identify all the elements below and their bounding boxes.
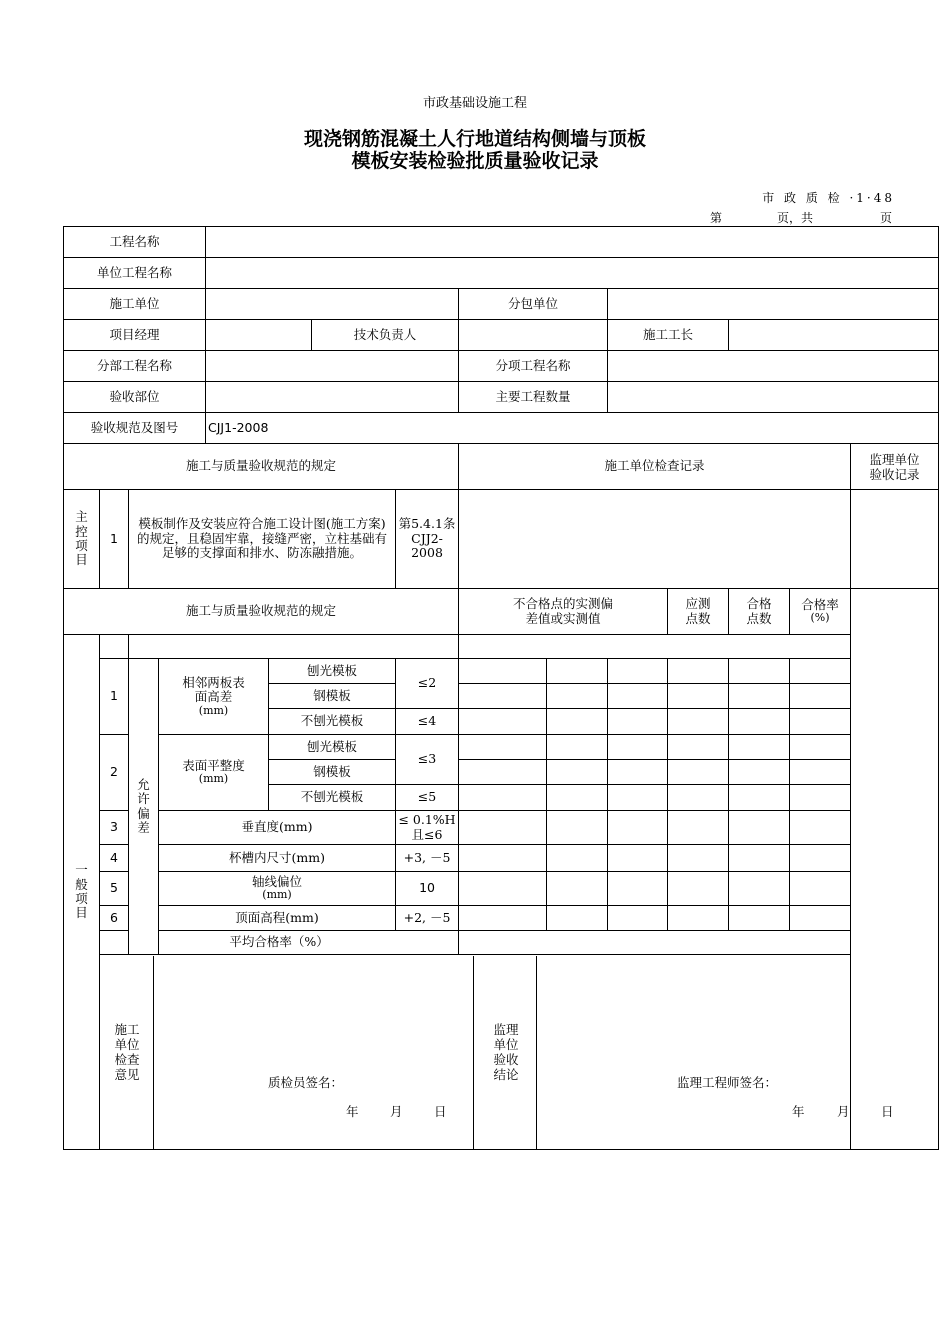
row-section-header [64,444,939,490]
item1-value1: ≤2 [396,659,459,709]
supervisor-date-year: 年 [792,1103,805,1119]
item5-value: 10 [396,872,459,906]
row-item1-a [64,659,939,684]
item1-sub1: 刨光模板 [269,659,396,684]
construction-unit-label: 施工单位 [64,289,206,320]
main-quantity-label: 主要工程数量 [459,382,608,413]
item1-sub2: 钢模板 [269,684,396,709]
item4-value: +3, －5 [396,845,459,872]
construction-unit-value[interactable] [206,289,459,320]
item3-name: 垂直度(mm) [159,811,396,845]
item1-value2: ≤4 [396,709,459,735]
row-item4 [64,845,939,872]
item2-value1: ≤3 [396,735,459,785]
pass-rate-header: 合格率 (%) [790,589,851,635]
item1-sub3: 不刨光模板 [269,709,396,735]
supervisor-date-day: 日 [881,1103,894,1119]
row-unit-project [64,258,939,289]
general-items-label: 一般项目 [64,635,100,1150]
page-ye: 页 [880,211,893,225]
item5-name: 轴线偏位 (mm) [159,872,396,906]
project-name-value[interactable] [206,227,939,258]
main-quantity-value[interactable] [608,382,939,413]
unit-project-name-label: 单位工程名称 [64,258,206,289]
item2-sub3: 不刨光模板 [269,785,396,811]
spec-value[interactable]: CJJ1-2008 [206,413,939,444]
item6-name: 顶面高程(mm) [159,906,396,931]
page-ye-gong: 页，共 [777,211,814,225]
average-pass-rate-label: 平均合格率（%） [100,931,459,955]
item2-name: 表面平整度 (mm) [159,735,269,811]
main-control-record[interactable] [459,490,851,589]
contractor-date-day: 日 [434,1103,447,1119]
row-item6 [64,906,939,931]
project-name-label: 工程名称 [64,227,206,258]
subcontractor-value[interactable] [608,289,939,320]
main-control-no: 1 [100,490,129,589]
form-title-line2: 模板安装检验批质量验收记录 [351,150,599,172]
row-average [64,931,939,955]
spec-label: 验收规范及图号 [64,413,206,444]
row-item2-a [64,735,939,760]
form-code: 市 政 质 检 ·1·48 [762,191,895,205]
deviation-header: 不合格点的实测偏差值或实测值 [459,589,668,635]
item6-value: +2, －5 [396,906,459,931]
contractor-date-month: 月 [390,1103,403,1119]
item6-no: 6 [100,906,129,931]
contractor-date-year: 年 [346,1103,359,1119]
item3-value: ≤ 0.1%H 且≤6 [396,811,459,845]
main-control-clause: 第5.4.1条 CJJ2-2008 [396,490,459,589]
foreman-value[interactable] [729,320,939,351]
item2-no: 2 [100,735,129,811]
row-item5 [64,872,939,906]
tolerance-label: 允许偏差 [129,659,159,955]
row-construction-unit [64,289,939,320]
form-title-line1: 现浇钢筋混凝土人行地道结构侧墙与顶板 [303,128,646,150]
row-managers [64,320,939,351]
foreman-label: 施工工长 [608,320,729,351]
supervisor-date-month: 月 [837,1103,850,1119]
item4-name: 杯槽内尺寸(mm) [159,845,396,872]
row-division [64,351,939,382]
unit-project-name-value[interactable] [206,258,939,289]
average-pass-rate-value[interactable] [459,931,851,955]
item5-no: 5 [100,872,129,906]
contractor-record-header: 施工单位检查记录 [459,444,851,490]
item1-name: 相邻两板表面高差 (mm) [159,659,269,735]
division-name-value[interactable] [206,351,459,382]
main-control-supervisor[interactable] [851,490,939,589]
division-name-label: 分部工程名称 [64,351,206,382]
technical-lead-value[interactable] [459,320,608,351]
row-general-header [64,589,939,635]
spec-rules-header: 施工与质量验收规范的规定 [64,444,459,490]
engineer-signature[interactable]: 监理工程师签名： [677,1074,778,1090]
qualified-points-header: 合格点数 [729,589,790,635]
item4-no: 4 [100,845,129,872]
row-signatures [64,955,939,1150]
row-spec [64,413,939,444]
main-control-label: 主控项目 [64,490,100,589]
row-project-name [64,227,939,258]
signature-area [100,956,938,1149]
item2-sub2: 钢模板 [269,760,396,785]
inspector-signature[interactable]: 质检员签名： [268,1074,344,1090]
project-manager-value[interactable] [206,320,312,351]
supervisor-record-header: 监理单位验收记录 [851,444,939,490]
supervisor-conclusion-label: 监理单位验收结论 [493,1021,519,1082]
subdivision-name-value[interactable] [608,351,939,382]
page-di: 第 [710,211,723,225]
row-acceptance-part [64,382,939,413]
general-spec-rules-header: 施工与质量验收规范的规定 [64,589,459,635]
should-measure-header: 应测点数 [668,589,729,635]
row-general-blank [64,635,939,659]
technical-lead-label: 技术负责人 [312,320,459,351]
acceptance-part-label: 验收部位 [64,382,206,413]
project-manager-label: 项目经理 [64,320,206,351]
subdivision-name-label: 分项工程名称 [459,351,608,382]
subcontractor-label: 分包单位 [459,289,608,320]
acceptance-record-table [63,226,939,1150]
item3-no: 3 [100,811,129,845]
contractor-opinion-label: 施工单位检查意见 [114,1021,140,1082]
row-item3 [64,811,939,845]
main-control-text: 模板制作及安装应符合施工设计图(施工方案)的规定，且稳固牢靠，接缝严密，立柱基础有足够的支撑面和排水、防冻融措施。 [129,490,396,589]
row-main-control [64,490,939,589]
supertitle: 市政基础设施工程 [422,96,527,111]
item1-no: 1 [100,659,129,735]
item2-value2: ≤5 [396,785,459,811]
acceptance-part-value[interactable] [206,382,459,413]
item2-sub1: 刨光模板 [269,735,396,760]
